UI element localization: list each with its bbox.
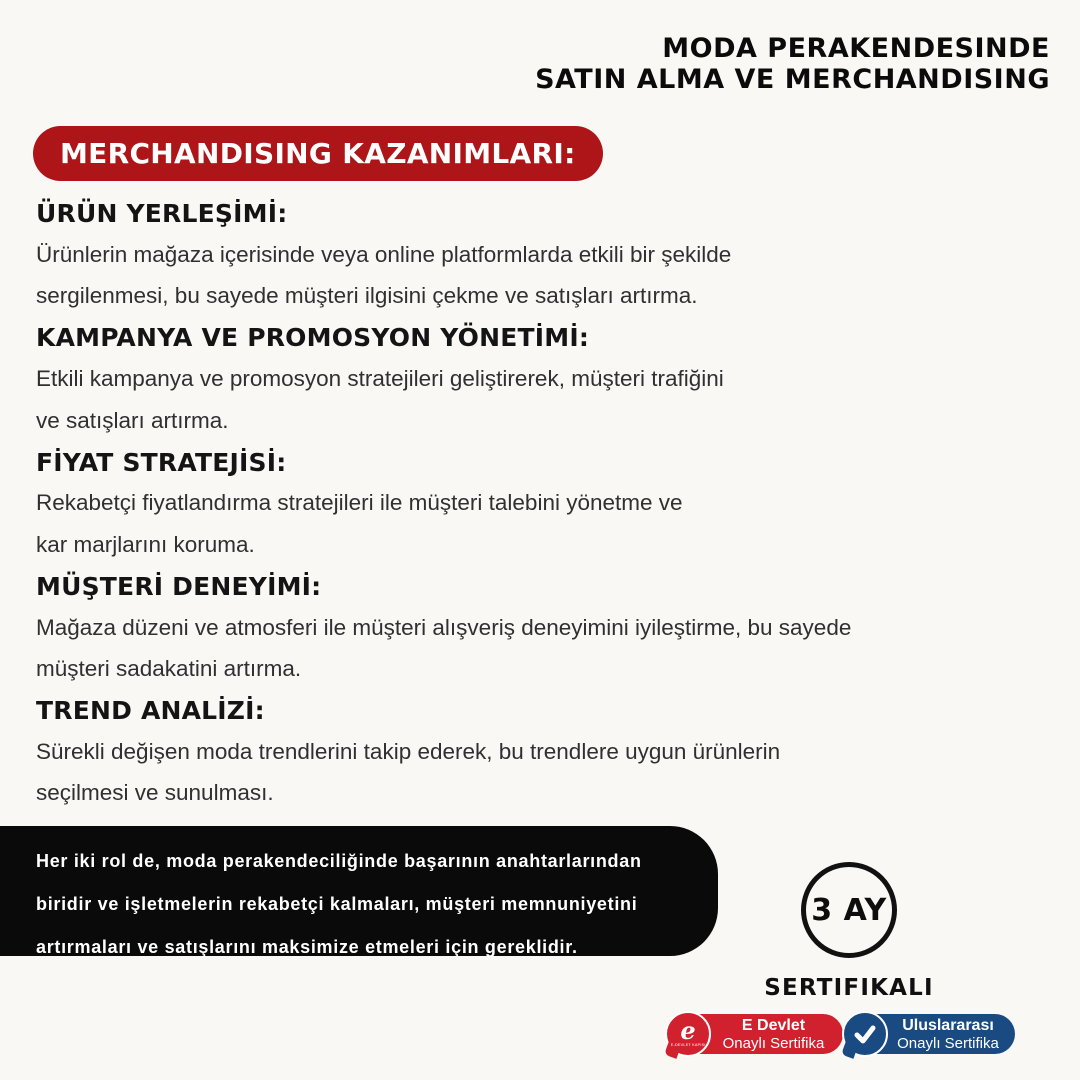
section-body-line: ve satışları artırma.: [36, 407, 229, 433]
duration-badge: [801, 862, 897, 958]
footer-note-line: Her iki rol de, moda perakendeciliğinde başarının anahtarlarından: [36, 851, 642, 871]
section-heading: ÜRÜN YERLEŞİMİ:: [36, 199, 288, 229]
section-heading: MÜŞTERİ DENEYİMİ:: [36, 571, 322, 601]
checkmark-icon: [842, 1011, 888, 1057]
section-title-label: MERCHANDISING KAZANIMLARI:: [60, 137, 576, 170]
international-badge-subtitle: Onaylı Sertifika: [897, 1034, 999, 1052]
edevlet-badge-title: E Devlet: [741, 1016, 806, 1034]
section-title-pill: [33, 126, 603, 181]
e-devlet-caption: E-DEVLET KAPISI: [670, 1042, 706, 1048]
e-devlet-logo-icon: [665, 1011, 711, 1057]
section-body-line: sergilenmesi, bu sayede müşteri ilgisini çekme ve satışları artırma.: [36, 283, 698, 309]
section-heading: KAMPANYA VE PROMOSYON YÖNETİMİ:: [36, 323, 590, 353]
section-heading: FİYAT STRATEJİSİ:: [36, 447, 287, 477]
international-badge: [842, 1010, 1016, 1058]
footer-note-line: artırmaları ve satışlarını maksimize etmeleri için gereklidir.: [36, 937, 578, 957]
page-title-line1: MODA PERAKENDESINDE: [662, 33, 1050, 64]
page-title-line2: SATIN ALMA VE MERCHANDISING: [535, 64, 1050, 95]
section-heading: TREND ANALİZİ:: [36, 695, 265, 725]
e-devlet-glyph: e: [680, 1016, 696, 1045]
footer-note: [0, 826, 718, 956]
international-badge-title: Uluslararası: [902, 1016, 994, 1034]
section-body-line: seçilmesi ve sunulması.: [36, 780, 274, 806]
edevlet-badge: [665, 1010, 843, 1058]
page-title: [535, 33, 1050, 95]
section-body-line: kar marjlarını koruma.: [36, 531, 255, 557]
section-body-line: Rekabetçi fiyatlandırma stratejileri ile müşteri talebini yönetme ve: [36, 490, 683, 516]
section-body-line: Etkili kampanya ve promosyon stratejileri geliştirerek, müşteri trafiğini: [36, 366, 724, 392]
section-body-line: Mağaza düzeni ve atmosferi ile müşteri alışveriş deneyimini iyileştirme, bu sayede: [36, 614, 852, 640]
certified-label: SERTIFIKALI: [764, 975, 934, 1001]
duration-label: 3 AY: [811, 892, 887, 928]
section-body-line: Ürünlerin mağaza içerisinde veya online platformlarda etkili bir şekilde: [36, 242, 732, 268]
section-body-line: Sürekli değişen moda trendlerini takip ederek, bu trendlere uygun ürünlerin: [36, 738, 781, 764]
footer-note-line: biridir ve işletmelerin rekabetçi kalmaları, müşteri memnuniyetini: [36, 894, 638, 914]
section-body-line: müşteri sadakatini artırma.: [36, 655, 302, 681]
content-sections: [36, 193, 1046, 814]
edevlet-badge-subtitle: Onaylı Sertifika: [722, 1034, 825, 1052]
